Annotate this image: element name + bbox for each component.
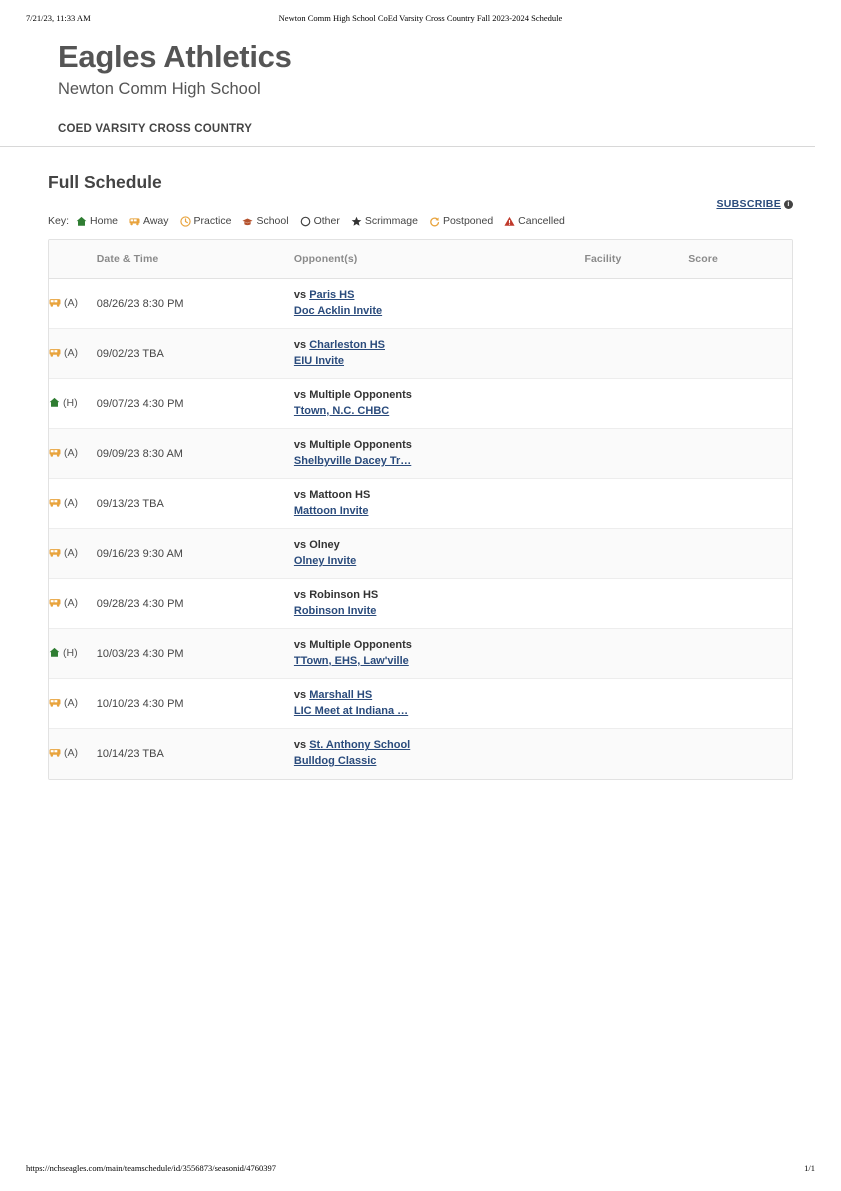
event-opponents-cell	[294, 729, 585, 779]
table-row[interactable]	[49, 329, 792, 379]
schedule-table	[49, 240, 792, 779]
event-date-time: 10/10/23 4:30 PM	[97, 679, 294, 729]
event-link[interactable]: Olney Invite	[293, 554, 357, 567]
table-row[interactable]	[49, 729, 792, 779]
event-opponents-cell	[294, 279, 585, 329]
star-icon	[351, 216, 362, 227]
warning-triangle-icon	[504, 216, 515, 227]
location-label: (H)	[63, 646, 78, 659]
event-location-cell	[49, 579, 97, 629]
table-header-row	[49, 240, 792, 279]
event-link[interactable]: Robinson Invite	[293, 604, 377, 617]
location-label: (A)	[64, 346, 78, 359]
event-opponents-cell	[294, 629, 585, 679]
site-header	[0, 34, 841, 100]
legend-item-home	[76, 215, 118, 227]
legend-item-label: Practice	[193, 215, 232, 228]
event-location-cell	[49, 379, 97, 429]
event-link[interactable]: Doc Acklin Invite	[293, 304, 383, 317]
event-facility	[584, 529, 688, 579]
print-document-title: Newton Comm High School CoEd Varsity Cross Country Fall 2023-2024 Schedule	[278, 13, 563, 23]
home-icon	[49, 647, 60, 661]
legend-item-label: Away	[143, 215, 169, 228]
table-row[interactable]	[49, 279, 792, 329]
event-location-cell	[49, 629, 97, 679]
vs-label: vs	[293, 389, 307, 402]
opponent-line	[294, 588, 585, 604]
event-link[interactable]: Bulldog Classic	[293, 755, 377, 767]
event-line	[294, 604, 585, 620]
location-label: (A)	[64, 747, 78, 759]
vs-label: vs	[293, 439, 307, 452]
event-score	[688, 279, 792, 329]
subscribe-button[interactable]	[716, 198, 793, 210]
event-date-time: 09/13/23 TBA	[97, 479, 294, 529]
event-facility	[584, 479, 688, 529]
event-score	[688, 629, 792, 679]
vs-label: vs	[293, 489, 307, 502]
event-score	[688, 729, 792, 779]
opponent-link[interactable]: Charleston HS	[309, 339, 385, 352]
event-line	[294, 404, 585, 420]
vs-label: vs	[293, 639, 307, 652]
opponent-line	[294, 438, 585, 454]
location-label: (A)	[64, 296, 78, 309]
event-link[interactable]: LIC Meet at Indiana …	[293, 704, 409, 717]
opponent-line	[294, 638, 585, 654]
page-content	[0, 34, 841, 780]
bus-icon	[129, 216, 140, 227]
location-label: (A)	[64, 446, 78, 459]
location-label: (H)	[63, 396, 78, 409]
print-header	[0, 13, 841, 27]
event-link[interactable]: EIU Invite	[293, 354, 345, 367]
event-score	[688, 679, 792, 729]
legend-item-cancelled	[504, 215, 565, 227]
postponed-icon	[429, 216, 440, 227]
event-facility	[584, 679, 688, 729]
event-facility	[584, 429, 688, 479]
opponent-line	[294, 488, 585, 504]
event-line	[294, 504, 585, 520]
legend-label: Key:	[48, 215, 70, 228]
event-location-cell	[49, 679, 97, 729]
event-score	[688, 529, 792, 579]
opponent-line	[294, 288, 585, 304]
legend-item-label: Postponed	[442, 215, 494, 228]
location-label: (A)	[64, 496, 78, 509]
event-date-time: 09/16/23 9:30 AM	[97, 529, 294, 579]
print-page-number: 1/1	[804, 1163, 815, 1173]
event-line	[294, 354, 585, 370]
vs-label: vs	[293, 589, 307, 602]
legend-item-label: School	[256, 215, 289, 228]
table-header	[49, 240, 792, 279]
vs-label: vs	[293, 539, 307, 552]
table-row[interactable]	[49, 629, 792, 679]
opponent-name: Multiple Opponents	[309, 639, 412, 652]
event-facility	[584, 729, 688, 779]
event-link[interactable]: Mattoon Invite	[293, 504, 369, 517]
column-header-facility: Facility	[584, 240, 688, 279]
event-date-time: 10/03/23 4:30 PM	[97, 629, 294, 679]
legend-item-other	[300, 215, 340, 227]
vs-label: vs	[293, 289, 307, 302]
event-facility	[584, 329, 688, 379]
event-line	[294, 654, 585, 670]
bus-icon	[49, 347, 61, 361]
event-date-time: 10/14/23 TBA	[97, 729, 294, 779]
legend-item-postponed	[429, 215, 493, 227]
table-row[interactable]	[49, 379, 792, 429]
vs-label: vs	[293, 689, 307, 702]
table-row[interactable]	[49, 579, 792, 629]
opponent-link[interactable]: St. Anthony School	[309, 739, 411, 752]
event-line	[294, 454, 585, 470]
legend-item-label: Cancelled	[518, 215, 565, 228]
opponent-line	[294, 688, 585, 704]
home-icon	[76, 216, 87, 227]
opponent-line	[294, 738, 585, 754]
event-location-cell	[49, 529, 97, 579]
graduation-cap-icon	[242, 216, 253, 227]
vs-label: vs	[293, 339, 307, 352]
legend-item-label: Home	[90, 215, 119, 228]
schedule-heading: Full Schedule	[48, 172, 162, 193]
info-icon[interactable]: i	[784, 200, 793, 209]
column-header-opponents: Opponent(s)	[294, 240, 585, 279]
opponent-link[interactable]: Paris HS	[309, 289, 355, 302]
schedule-table-container	[48, 239, 793, 780]
event-line	[294, 554, 585, 570]
bus-icon	[49, 747, 61, 761]
event-line	[294, 304, 585, 320]
event-opponents-cell	[294, 329, 585, 379]
opponent-name: Multiple Opponents	[309, 389, 412, 402]
practice-icon	[180, 216, 191, 227]
legend-key	[0, 215, 841, 227]
table-row[interactable]	[49, 679, 792, 729]
event-location-cell	[49, 329, 97, 379]
opponent-line	[294, 538, 585, 554]
opponent-name: Olney	[309, 539, 340, 552]
circle-icon	[300, 216, 311, 227]
event-opponents-cell	[294, 479, 585, 529]
event-score	[688, 429, 792, 479]
opponent-name: Mattoon HS	[309, 489, 371, 502]
bus-icon	[49, 697, 61, 711]
bus-icon	[49, 597, 61, 611]
location-label: (A)	[64, 696, 78, 709]
opponent-name: Robinson HS	[309, 589, 379, 602]
event-facility	[584, 579, 688, 629]
vs-label: vs	[293, 739, 307, 752]
sport-name: COED VARSITY CROSS COUNTRY	[58, 123, 253, 136]
event-location-cell	[49, 429, 97, 479]
event-facility	[584, 279, 688, 329]
event-link[interactable]: TTown, EHS, Law'ville	[293, 654, 409, 667]
event-link[interactable]: Ttown, N.C. CHBC	[293, 404, 390, 417]
table-row[interactable]	[49, 479, 792, 529]
event-location-cell	[49, 729, 97, 779]
legend-item-practice	[180, 215, 232, 227]
event-opponents-cell	[294, 529, 585, 579]
column-header-score: Score	[688, 240, 792, 279]
event-location-cell	[49, 479, 97, 529]
event-line	[294, 704, 585, 720]
event-opponents-cell	[294, 579, 585, 629]
legend-item-scrimmage	[351, 215, 418, 227]
opponent-link[interactable]: Marshall HS	[309, 689, 373, 702]
subscribe-label: SUBSCRIBE	[716, 198, 781, 211]
event-score	[688, 579, 792, 629]
school-name: Newton Comm High School	[58, 79, 261, 98]
column-header-icon	[49, 240, 97, 279]
event-score	[688, 379, 792, 429]
opponent-name: Multiple Opponents	[309, 439, 412, 452]
event-score	[688, 329, 792, 379]
event-line	[294, 754, 585, 770]
print-footer	[0, 1163, 841, 1177]
event-score	[688, 479, 792, 529]
event-date-time: 09/09/23 8:30 AM	[97, 429, 294, 479]
event-opponents-cell	[294, 379, 585, 429]
bus-icon	[49, 447, 61, 461]
print-url: https://nchseagles.com/main/teamschedule/id/3556873/seasonid/4760397	[26, 1163, 276, 1173]
event-facility	[584, 629, 688, 679]
event-date-time: 08/26/23 8:30 PM	[97, 279, 294, 329]
legend-item-school	[242, 215, 288, 227]
bus-icon	[49, 497, 61, 511]
location-label: (A)	[64, 546, 78, 559]
location-label: (A)	[64, 596, 78, 609]
bus-icon	[49, 297, 61, 311]
table-body	[49, 279, 792, 779]
legend-item-away	[129, 215, 169, 227]
sport-section-bar	[0, 119, 815, 147]
table-row[interactable]	[49, 429, 792, 479]
opponent-line	[294, 338, 585, 354]
bus-icon	[49, 547, 61, 561]
page-title: Eagles Athletics	[58, 39, 292, 74]
print-timestamp: 7/21/23, 11:33 AM	[26, 13, 91, 23]
event-opponents-cell	[294, 429, 585, 479]
event-location-cell	[49, 279, 97, 329]
legend-item-label: Scrimmage	[364, 215, 418, 228]
event-opponents-cell	[294, 679, 585, 729]
legend-item-label: Other	[313, 215, 340, 228]
opponent-line	[294, 388, 585, 404]
event-date-time: 09/28/23 4:30 PM	[97, 579, 294, 629]
schedule-header	[0, 172, 841, 211]
table-row[interactable]	[49, 529, 792, 579]
event-date-time: 09/02/23 TBA	[97, 329, 294, 379]
column-header-date-time: Date & Time	[97, 240, 294, 279]
home-icon	[49, 397, 60, 411]
event-link[interactable]: Shelbyville Dacey Tr…	[293, 454, 412, 467]
event-date-time: 09/07/23 4:30 PM	[97, 379, 294, 429]
event-facility	[584, 379, 688, 429]
